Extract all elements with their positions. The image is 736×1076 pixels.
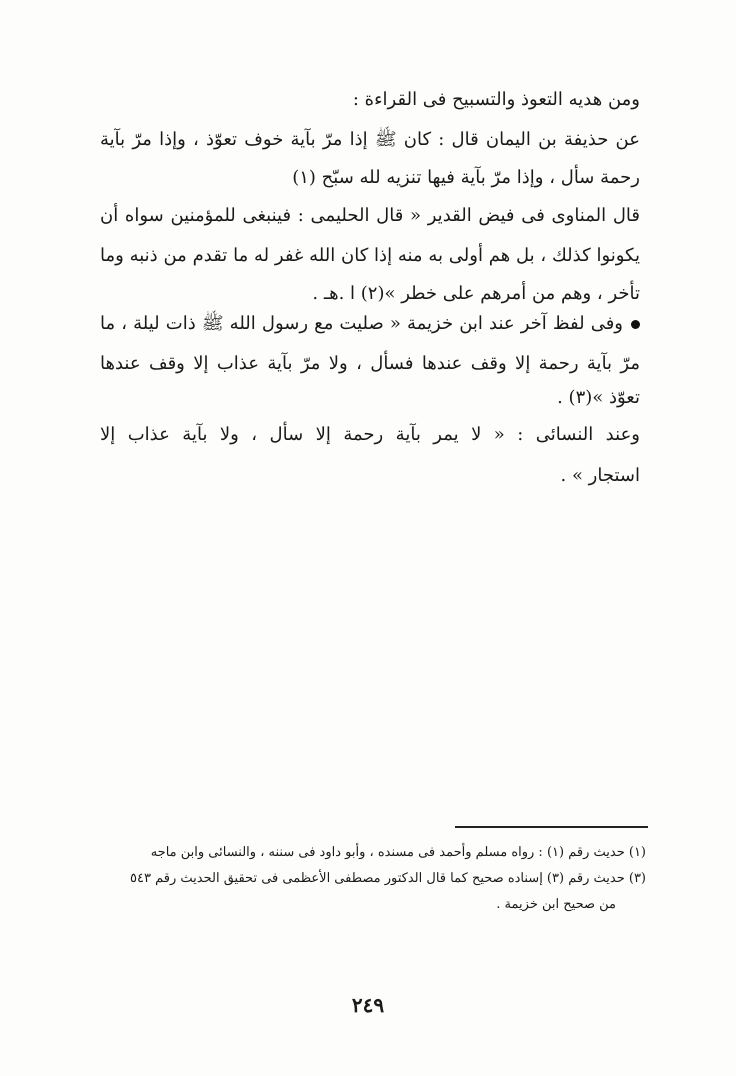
- text-line: [100, 304, 640, 344]
- text-line: مرّ بآية رحمة إلا وقف عندها فسأل ، ولا مرّ بآية عذاب إلا وقف عندها: [100, 353, 640, 374]
- footnote-divider: [455, 826, 648, 828]
- text-line: تعوّذ »(٣) .: [557, 387, 640, 408]
- page-number: ٢٤٩: [351, 993, 385, 1017]
- text-line: قال المناوى فى فيض القدير « قال الحليمى : فينبغى للمؤمنين سواه أن: [100, 205, 640, 226]
- footnote-line: (١) حديث رقم (١) : رواه مسلم وأحمد فى مسنده ، وأبو داود فى سننه ، والنسائى وابن ماجه: [150, 845, 646, 860]
- text-line: ومن هديه التعوذ والتسبيح فى القراءة :: [352, 89, 640, 110]
- footnote-line: (٣) حديث رقم (٣) إسناده صحيح كما قال الدكتور مصطفى الأعظمى فى تحقيق الحديث رقم ٥٤٣: [130, 871, 646, 886]
- text-line: استجار » .: [560, 465, 640, 486]
- bullet-icon: [631, 320, 640, 329]
- text-line: وعند النسائى : « لا يمر بآية رحمة إلا سأل ، ولا بآية عذاب إلا: [100, 424, 640, 445]
- text-line: رحمة سأل ، وإذا مرّ بآية فيها تنزيه لله سبّح (١): [292, 167, 640, 188]
- footnote-line: من صحيح ابن خزيمة .: [496, 897, 616, 912]
- text-line: يكونوا كذلك ، بل هم أولى به منه إذا كان الله غفر له ما تقدم من ذنبه وما: [100, 245, 640, 266]
- text-line: عن حذيفة بن اليمان قال : كان ﷺ إذا مرّ بآية خوف تعوّذ ، وإذا مرّ بآية: [100, 129, 640, 150]
- text-line: تأخر ، وهم من أمرهم على خطر »(٢) ا .هـ .: [312, 283, 640, 304]
- text-line-content: وفى لفظ آخر عند ابن خزيمة « صليت مع رسول الله ﷺ ذات ليلة ، ما: [100, 313, 623, 334]
